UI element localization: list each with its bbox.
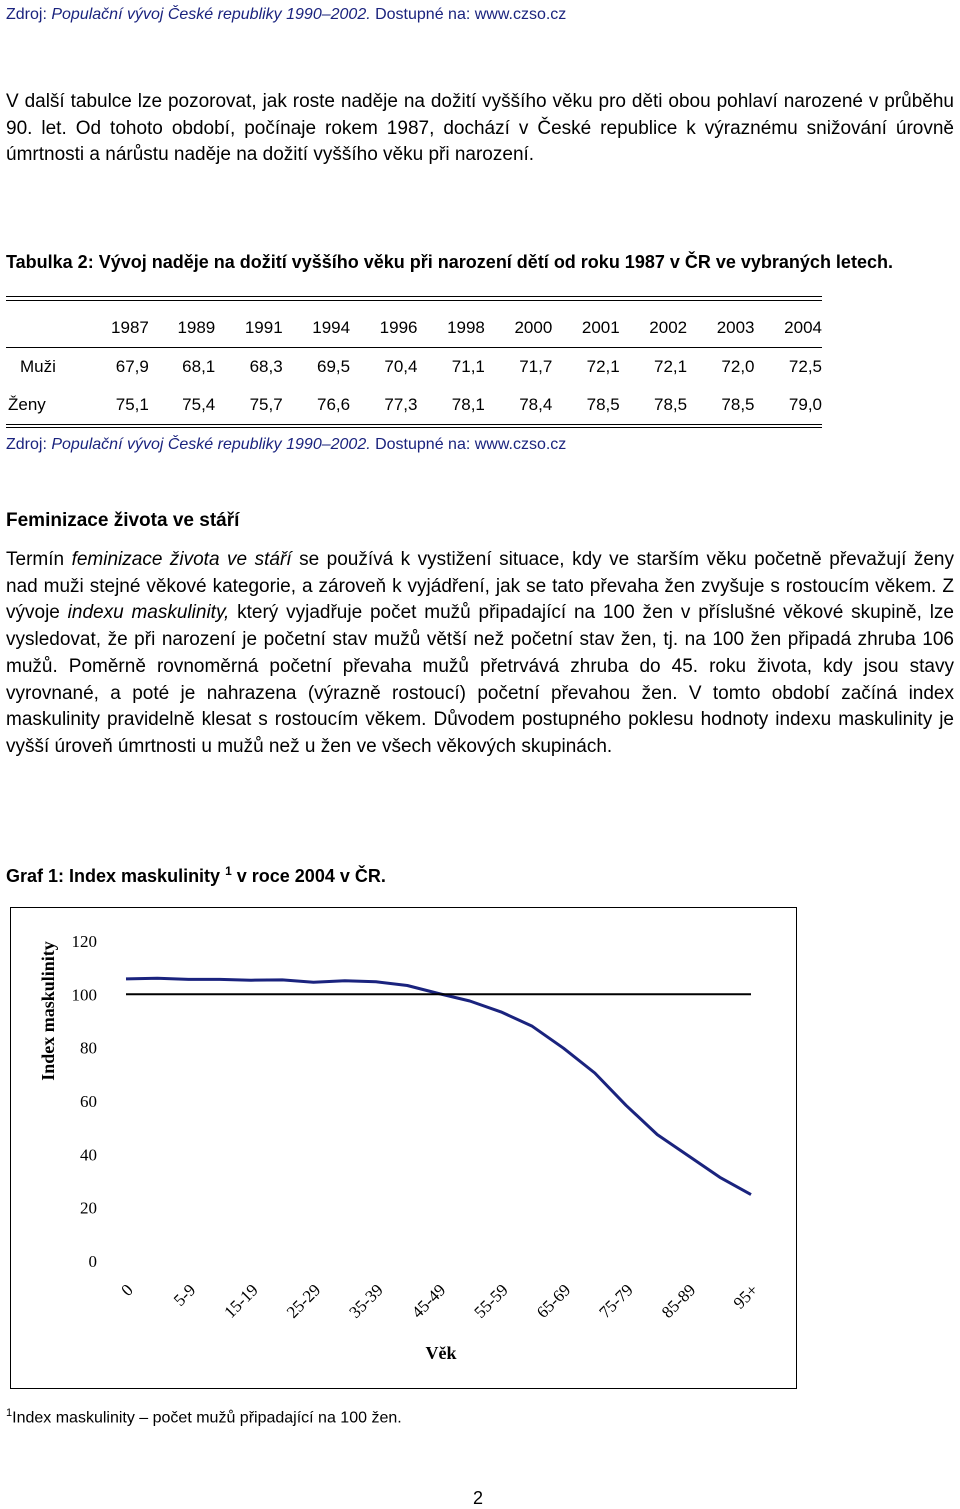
- x-tick-label: 15-19: [220, 1280, 262, 1322]
- x-tick-label: 85-89: [657, 1280, 700, 1322]
- table-year-cell: 1994: [283, 309, 350, 348]
- table-source-line: [6, 436, 566, 454]
- x-tick-label: 65-69: [532, 1280, 575, 1322]
- y-tick-label: 100: [71, 985, 97, 1005]
- table-cell: 78,5: [687, 386, 754, 425]
- table-cell: 78,4: [485, 386, 552, 425]
- table-cell: 78,1: [417, 386, 484, 425]
- section-text: se používá k vystižení situace, kdy ve starším věku početně převažují ženy nad muži stejné věkové kategorie, a zároveň k vyjádření, jak se tato převaha žen zvyšuje s rostoucím věkem. Z vývoje: [6, 549, 954, 624]
- table-cell: 72,1: [654, 357, 688, 376]
- table-year-cell: 2002: [620, 309, 687, 348]
- top-source-middle: Dostupné na:: [370, 6, 475, 23]
- table-header-row: [6, 309, 822, 348]
- table-corner-cell: [6, 309, 70, 348]
- table-source-middle: Dostupné na:: [370, 436, 475, 453]
- table-cell: 78,5: [552, 386, 619, 425]
- top-source-prefix: Zdroj:: [6, 6, 52, 23]
- footnote-marker: 1: [6, 1407, 13, 1419]
- x-tick-label: 55-59: [470, 1280, 512, 1322]
- table-cell: 75,4: [149, 386, 215, 425]
- table-row-men: [6, 348, 822, 387]
- table-source-prefix: Zdroj:: [6, 436, 52, 453]
- table-caption: Tabulka 2: Vývoj naděje na dožití vyššího věku při narození dětí od roku 1987 v ČR ve vybraných letech.: [6, 252, 893, 272]
- page-number: 2: [473, 1488, 484, 1508]
- table-cell: 75,7: [215, 386, 282, 425]
- x-tick-label: 0: [117, 1280, 137, 1300]
- footnote: [6, 1407, 402, 1427]
- y-tick-label: 20: [80, 1198, 97, 1218]
- top-source-line: [6, 6, 566, 24]
- table-cell: 77,3: [350, 386, 417, 425]
- table-cell: 71,1: [451, 357, 485, 376]
- intro-paragraph: V další tabulce lze pozorovat, jak roste naděje na dožití vyššího věku pro děti obou pohlaví narozené v průběhu 90. let. Od tohoto období, počínaje rokem 1987, dochází v České republice k výraznému snižování úrovně úmrtnosti a nárůstu naděje na dožití vyššího věku při narození.: [6, 91, 954, 166]
- table-year-cell: 2003: [687, 309, 754, 348]
- x-tick-label: 75-79: [595, 1280, 637, 1322]
- table-cell: 75,1: [70, 386, 148, 425]
- table-cell: 71,7: [519, 357, 553, 376]
- table-year-cell: 2000: [485, 309, 552, 348]
- y-tick-label: 0: [88, 1252, 97, 1271]
- table-year-cell: 1991: [215, 309, 282, 348]
- x-tick-label: 45-49: [407, 1280, 450, 1322]
- y-tick-label: 60: [80, 1092, 97, 1111]
- graph-caption: [6, 864, 386, 887]
- table-year-cell: 1998: [417, 309, 484, 348]
- table-year-cell: 1989: [149, 309, 215, 348]
- table-year-cell: 1987: [70, 309, 148, 348]
- section-term-masculinity-index: indexu maskulinity,: [67, 602, 230, 624]
- graph-caption-text-end: v roce 2004 v ČR.: [231, 866, 386, 886]
- section-paragraph: [6, 547, 954, 761]
- x-tick-label: 35-39: [345, 1280, 387, 1322]
- table-source-link[interactable]: www.czso.cz: [474, 436, 567, 453]
- table-cell: 76,6: [283, 386, 350, 425]
- table-cell: 68,1: [182, 357, 216, 376]
- x-tick-label: 25-29: [282, 1280, 325, 1322]
- top-source-title: Populační vývoj České republiky 1990–2002.: [51, 6, 371, 23]
- x-tick-label: 95+: [729, 1280, 762, 1313]
- y-tick-label: 80: [80, 1038, 97, 1058]
- y-tick-label: 40: [80, 1145, 97, 1165]
- table-row-label: Muži: [20, 357, 56, 376]
- table-cell: 78,5: [620, 386, 687, 425]
- section-term-feminization: feminizace života ve stáří: [71, 549, 292, 570]
- table-bottom-rule: [6, 425, 822, 428]
- table-cell: 69,5: [316, 357, 351, 376]
- table-row-women: [6, 386, 822, 425]
- table-source-title: Populační vývoj České republiky 1990–2002.: [51, 436, 371, 453]
- table-top-rule: [6, 296, 822, 301]
- table-year-cell: 2001: [552, 309, 619, 348]
- section-heading: Feminizace života ve stáří: [6, 510, 240, 531]
- masculinity-index-chart: [10, 907, 798, 1390]
- table-cell: 72,0: [721, 357, 755, 376]
- table-cell: 79,0: [755, 386, 822, 425]
- life-expectancy-table: [6, 296, 822, 428]
- table-year-cell: 1996: [350, 309, 417, 348]
- y-axis-title: Index maskulinity: [38, 941, 58, 1081]
- table-year-cell: 2004: [755, 309, 822, 348]
- top-source-link[interactable]: www.czso.cz: [474, 6, 567, 23]
- x-axis-title: Věk: [425, 1343, 457, 1363]
- table-cell: 68,3: [249, 357, 283, 376]
- graph-caption-text: Graf 1: Index maskulinity: [6, 866, 226, 886]
- section-text: Termín: [6, 549, 72, 570]
- table-cell: 72,1: [586, 357, 620, 376]
- y-tick-label: 120: [71, 932, 97, 951]
- table-row-label: Ženy: [6, 386, 70, 425]
- table-cell: 67,9: [115, 357, 149, 376]
- table-cell: 70,4: [384, 357, 418, 376]
- section-text: který vyjadřuje počet mužů připadající na 100 žen v příslušné věkové skupině, lze vysledovat, že při narození je početní stav mužů větší než početní stav žen, tj. na 100 žen připadá zhruba 106 mužů. Poměrně rovnoměrná početní převaha mužů přetrvává zhruba do 45. roku života, kdy jsou stavy vyrovnané, a poté je nahrazena (výrazně rostoucí) početní převahou žen. V tomto období začíná index maskulinity pravidelně klesat s rostoucím věkem. Důvodem postupného poklesu hodnoty indexu maskulinity je vyšší úroveň úmrtnosti u mužů než u žen ve všech věkových skupinách.: [6, 602, 954, 757]
- footnote-text: Index maskulinity – počet mužů připadající na 100 žen.: [12, 1409, 402, 1427]
- graph-caption-sup: 1: [225, 864, 232, 878]
- table-cell: 72,5: [788, 357, 822, 376]
- x-tick-label: 5-9: [169, 1280, 200, 1310]
